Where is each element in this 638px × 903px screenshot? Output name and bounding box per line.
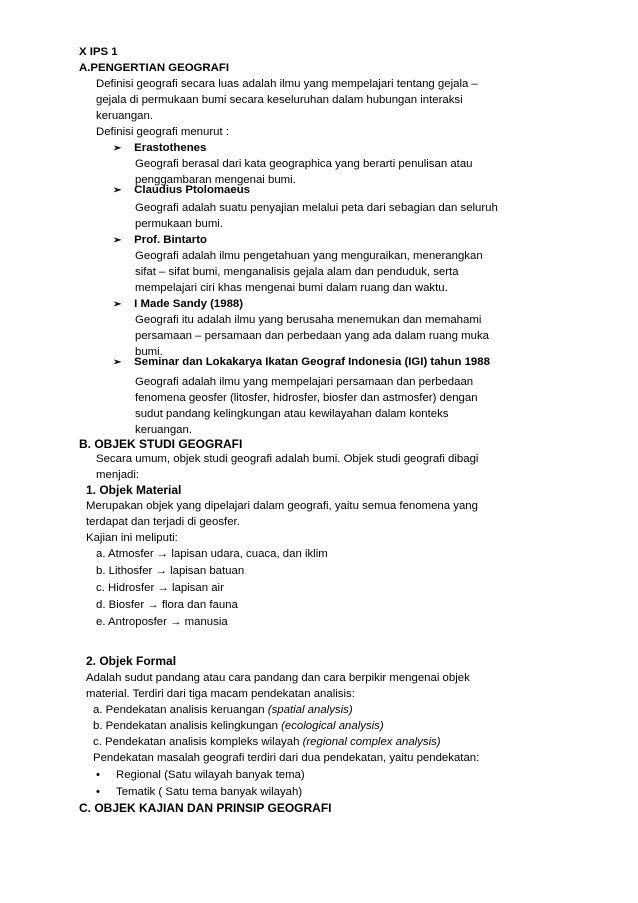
expert-heading-igi — [113, 355, 490, 370]
section-a-intro-line: keruangan. — [96, 110, 153, 122]
expert-name: Seminar dan Lokakarya Ikatan Geograf Indonesia (IGI) tahun 1988 — [134, 356, 490, 368]
objek-formal-line: material. Terdiri dari tiga macam pendekatan analisis: — [86, 688, 355, 700]
section-a-intro-line: Definisi geografi secara luas adalah ilmu yang mempelajari tentang gejala – — [96, 78, 478, 90]
expert-description-line: sudut pandang kelingkungan atau kewilayahan dalam konteks — [135, 408, 449, 420]
material-item: a. Atmosfer → lapisan udara, cuaca, dan iklim — [96, 548, 328, 560]
approach-item: a. Pendekatan analisis keruangan (spatial analysis) — [93, 704, 353, 716]
objek-material-heading: 1. Objek Material — [86, 483, 182, 497]
study-item: • Regional (Satu wilayah banyak tema) — [96, 769, 305, 781]
arrow-bullet-icon: ➢ — [113, 299, 122, 310]
approach-item: c. Pendekatan analisis kompleks wilayah (regional complex analysis) — [93, 736, 441, 748]
expert-description-line: penggambaran mengenai bumi. — [135, 174, 296, 186]
objek-formal-line: Adalah sudut pandang atau cara pandang dan cara berpikir mengenai objek — [86, 672, 470, 684]
material-item: c. Hidrosfer → lapisan air — [96, 582, 224, 594]
section-b-intro-line: menjadi: — [96, 469, 140, 481]
section-a-intro-line: Definisi geografi menurut : — [96, 126, 229, 138]
arrow-bullet-icon: ➢ — [113, 143, 122, 154]
objek-material-line: Merupakan objek yang dipelajari dalam geografi, yaitu semua fenomena yang — [86, 500, 478, 512]
material-item: e. Antroposfer → manusia — [96, 616, 228, 628]
expert-heading-bintarto — [113, 233, 207, 248]
expert-heading-made-sandy — [113, 297, 243, 312]
material-item: b. Lithosfer → lapisan batuan — [96, 565, 245, 577]
expert-description-line: persamaan – persamaan dan perbedaan yang ada dalam ruang muka — [135, 330, 489, 342]
expert-description-line: Geografi itu adalah ilmu yang berusaha menemukan dan memahami — [135, 314, 482, 326]
approach-term: (spatial analysis) — [267, 704, 353, 716]
expert-heading-ptolomaeus — [113, 183, 250, 198]
expert-description-line: bumi. — [135, 346, 163, 358]
expert-description-line: sifat – sifat bumi, menganalisis gejala alam dan penduduk, serta — [135, 266, 459, 278]
expert-name: I Made Sandy (1988) — [134, 298, 244, 310]
expert-description-line: keruangan. — [135, 424, 192, 436]
section-b-heading: B. OBJEK STUDI GEOGRAFI — [79, 437, 243, 451]
class-label: X IPS 1 — [79, 46, 118, 58]
expert-heading-erastothenes — [113, 141, 206, 156]
expert-description-line: Geografi berasal dari kata geographica yang berarti penulisan atau — [135, 158, 473, 170]
expert-name: Erastothenes — [134, 142, 207, 154]
approach-term: (regional complex analysis) — [302, 736, 441, 748]
objek-material-line: Kajian ini meliputi: — [86, 532, 178, 544]
section-a-intro-line: gejala di permukaan bumi secara keseluruhan dalam hubungan interaksi — [96, 94, 463, 106]
approach-term: (ecological analysis) — [281, 720, 384, 732]
section-b-intro-line: Secara umum, objek studi geografi adalah bumi. Objek studi geografi dibagi — [96, 453, 479, 465]
section-a-heading: A.PENGERTIAN GEOGRAFI — [79, 62, 229, 74]
expert-description-line: permukaan bumi. — [135, 218, 224, 230]
material-item: d. Biosfer → flora dan fauna — [96, 599, 238, 611]
expert-description-line: Geografi adalah suatu penyajian melalui peta dari sebagian dan seluruh — [135, 202, 498, 214]
expert-description-line: mempelajari ciri khas mengenai bumi dalam ruang dan waktu. — [135, 282, 448, 294]
bullet-icon: • — [96, 769, 100, 781]
study-item: • Tematik ( Satu tema banyak wilayah) — [96, 786, 303, 798]
arrow-bullet-icon: ➢ — [113, 235, 122, 246]
expert-description-line: Geografi adalah ilmu pengetahuan yang menguraikan, menerangkan — [135, 250, 483, 262]
objek-formal-heading: 2. Objek Formal — [86, 654, 177, 668]
arrow-bullet-icon: ➢ — [113, 357, 122, 368]
section-c-heading: C. OBJEK KAJIAN DAN PRINSIP GEOGRAFI — [79, 801, 332, 815]
expert-description-line: fenomena geosfer (litosfer, hidrosfer, biosfer dan astmosfer) dengan — [135, 392, 478, 404]
expert-name: Prof. Bintarto — [134, 234, 207, 246]
arrow-bullet-icon: ➢ — [113, 185, 122, 196]
approach-item: b. Pendekatan analisis kelingkungan (ecological analysis) — [93, 720, 384, 732]
expert-description-line: Geografi adalah ilmu yang mempelajari persamaan dan perbedaan — [135, 376, 474, 388]
study-approach-line: Pendekatan masalah geografi terdiri dari dua pendekatan, yaitu pendekatan: — [93, 752, 480, 764]
expert-name: Claudius Ptolomaeus — [134, 184, 250, 196]
bullet-icon: • — [96, 786, 100, 798]
objek-material-line: terdapat dan terjadi di geosfer. — [86, 516, 240, 528]
